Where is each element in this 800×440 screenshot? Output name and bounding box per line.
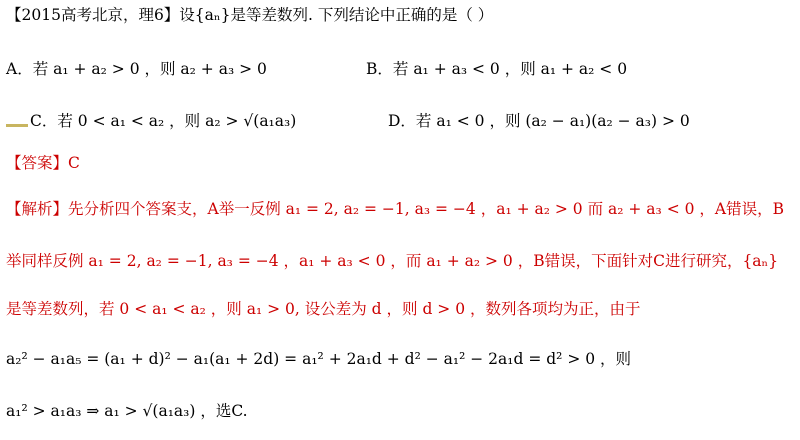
analysis-line-1-text: 【解析】先分析四个答案支，A举一反例 a₁ = 2, a₂ = −1, a₃ = −4 ，a₁ + a₂ > 0 而 a₂ + a₃ < 0 ，A错误，B [6,200,784,218]
analysis-line-2 [6,250,778,272]
option-a [6,58,267,80]
option-d-text: D．若 a₁ < 0 ，则 (a₂ − a₁)(a₂ − a₃) > 0 [388,112,690,130]
question-stem [6,4,493,26]
option-a-text: A．若 a₁ + a₂ > 0 ，则 a₂ + a₃ > 0 [6,60,267,78]
question-stem-text: 【2015高考北京，理6】设{aₙ}是等差数列. 下列结论中正确的是（ ） [6,6,494,24]
analysis-line-5-text: a₁² > a₁a₃ ⇒ a₁ > √(a₁a₃) ，选C. [6,402,248,420]
analysis-line-5 [6,400,248,422]
option-c [30,110,296,132]
analysis-line-2-text: 举同样反例 a₁ = 2, a₂ = −1, a₃ = −4 ，a₁ + a₃ < 0 ，而 a₁ + a₂ > 0 ，B错误，下面针对C进行研究，{aₙ} [6,252,779,270]
option-b [366,58,627,80]
answer [6,152,80,174]
analysis-line-3-text: 是等差数列，若 0 < a₁ < a₂ ，则 a₁ > 0, 设公差为 d ，则 d > 0 ，数列各项均为正，由于 [6,300,641,318]
answer-text: 【答案】C [6,154,80,172]
highlight-mark [6,124,28,127]
analysis-line-4-text: a₂² − a₁a₅ = (a₁ + d)² − a₁(a₁ + 2d) = a₁² + 2a₁d + d² − a₁² − 2a₁d = d² > 0 ，则 [6,350,632,368]
option-b-text: B．若 a₁ + a₃ < 0 ，则 a₁ + a₂ < 0 [366,60,628,78]
analysis-line-3 [6,298,641,320]
option-d [388,110,690,132]
analysis-line-4 [6,348,631,370]
analysis-line-1 [6,198,784,220]
option-c-text: C．若 0 < a₁ < a₂ ，则 a₂ > √(a₁a₃) [30,112,297,130]
